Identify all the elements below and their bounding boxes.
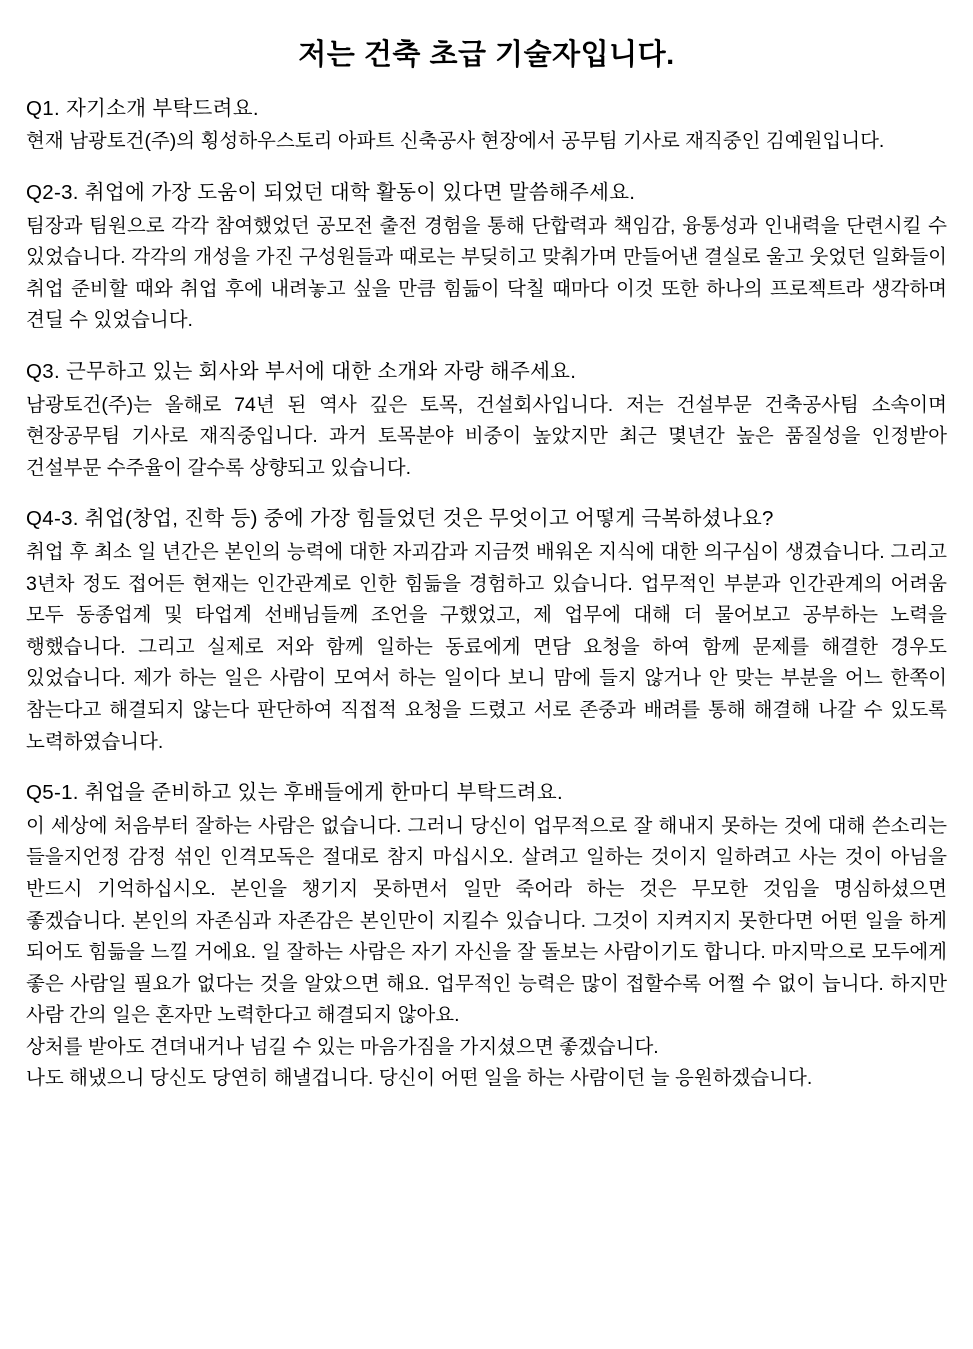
qa-answer-text-4: 취업 후 최소 일 년간은 본인의 능력에 대한 자괴감과 지금껏 배워온 지식에 대한 의구심이 생겼습니다. 그리고 3년차 정도 접어든 현재는 인간관계로 인한 힘듦을 경험하고 있습니다. 업무적인 부분과 인간관계의 어려움 모두 동종업계 및 타업계 선배님들께 조언을 구했었고, 제 업무에 대해 더 물어보고 공부하는 노력을 행했습니다. 그리고 실제로 저와 함께 일하는 동료에게 면담 요청을 하여 함께 문제를 해결한 경우도 있었습니다. 제가 하는 일은 사람이 모여서 하는 일이다 보니 맘에 들지 않거나 안 맞는 부분을 어느 한쪽이 참는다고 해결되지 않는다 판단하여 직접적 요청을 드렸고 서로 존중과 배려를 통해 해결해 나갈 수 있도록 노력하였습니다. — [26, 541, 947, 753]
qa-answer-tail-line-1: 상처를 받아도 견뎌내거나 넘길 수 있는 마음가짐을 가지셨으면 좋겠습니다. — [26, 1035, 659, 1058]
qa-question-1: Q1. 자기소개 부탁드려요. — [26, 96, 259, 120]
qa-answer-text-3: 남광토건(주)는 올해로 74년 된 역사 깊은 토목, 건설회사입니다. 저는 건설부문 건축공사팀 소속이며 현장공무팀 기사로 재직중입니다. 과거 토목분야 비중이 높았지만 최근 몇년간 높은 품질성을 인정받아 건설부문 수주율이 갈수록 상향되고 있습니다. — [26, 393, 947, 479]
qa-question-3: Q3. 근무하고 있는 회사와 부서에 대한 소개와 자랑 해주세요. — [26, 360, 577, 384]
qa-question-4: Q4-3. 취업(창업, 진학 등) 중에 가장 힘들었던 것은 무엇이고 어떻게 극복하셨나요? — [26, 507, 774, 531]
qa-answer-5 — [26, 811, 947, 1032]
qa-answer-1 — [26, 126, 947, 158]
qa-block-3 — [26, 358, 947, 484]
qa-answer-tail-line-2: 나도 해냈으니 당신도 당연히 해낼겁니다. 당신이 어떤 일을 하는 사람이던 늘 응원하겠습니다. — [26, 1067, 813, 1090]
qa-block-2 — [26, 179, 947, 337]
qa-answer-3 — [26, 390, 947, 485]
qa-block-5 — [26, 779, 947, 1095]
qa-block-1 — [26, 95, 947, 158]
qa-answer-text-5: 이 세상에 처음부터 잘하는 사람은 없습니다. 그러니 당신이 업무적으로 잘 해내지 못하는 것에 대해 쓴소리는 들을지언정 감정 섞인 인격모독은 절대로 참지 마십시오. 살려고 일하는 것이지 일하려고 사는 것이 아님을 반드시 기억하십시오. 본인을 챙기지 못하면서 일만 죽어라 하는 것은 무모한 것임을 명심하셨으면 좋겠습니다. 본인의 자존심과 자존감은 본인만이 지킬수 있습니다. 그것이 지켜지지 못한다면 어떤 일을 하게 되어도 힘듦을 느낄 거에요. 일 잘하는 사람은 자기 자신을 잘 돌보는 사람이기도 합니다. 마지막으로 모두에게 좋은 사람일 필요가 없다는 것을 알았으면 해요. 업무적인 능력은 많이 접할수록 어쩔 수 없이 늡니다. 하지만 사람 간의 일은 혼자만 노력한다고 해결되지 않아요. — [26, 814, 947, 1027]
qa-question-2: Q2-3. 취업에 가장 도움이 되었던 대학 활동이 있다면 말씀해주세요. — [26, 181, 636, 205]
qa-answer-text-1: 현재 남광토건(주)의 횡성하우스토리 아파트 신축공사 현장에서 공무팀 기사로 재직중인 김예원입니다. — [26, 130, 885, 153]
page-title: 저는 건축 초급 기술자입니다. — [298, 39, 675, 71]
qa-block-4 — [26, 505, 947, 758]
qa-answer-text-2: 팀장과 팀원으로 각각 참여했었던 공모전 출전 경험을 통해 단합력과 책임감, 융통성과 인내력을 단련시킬 수 있었습니다. 각각의 개성을 가진 구성원들과 때로는 부딪히고 맞춰가며 만들어낸 결실로 울고 웃었던 일화들이 취업 준비할 때와 취업 후에 내려놓고 싶을 만큼 힘듦이 닥칠 때마다 이것 또한 하나의 프로젝트라 생각하며 견딜 수 있었습니다. — [26, 214, 947, 332]
qa-answer-4 — [26, 537, 947, 758]
qa-question-5: Q5-1. 취업을 준비하고 있는 후배들에게 한마디 부탁드려요. — [26, 781, 564, 805]
qa-answer-2 — [26, 211, 947, 337]
